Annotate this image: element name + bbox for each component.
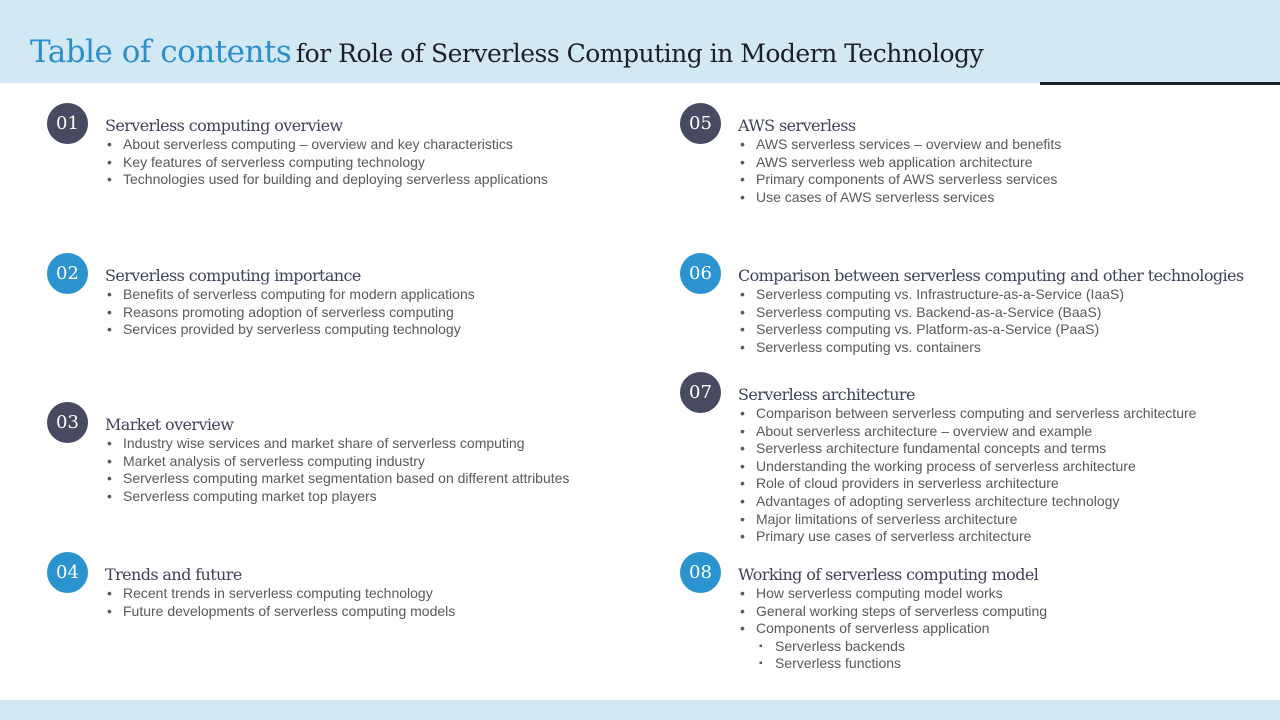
list-item: • Serverless computing vs. containers (738, 339, 1244, 357)
section-number-badge: 03 (47, 402, 88, 443)
toc-section-07 (689, 382, 1197, 546)
toc-section-05 (689, 113, 1062, 206)
section-items (738, 286, 1244, 356)
list-item: • Industry wise services and market share of serverless computing (105, 435, 569, 453)
title-highlight: Table of contents (30, 34, 292, 70)
section-heading: Serverless computing overview (105, 116, 343, 135)
section-heading: Trends and future (105, 565, 242, 584)
list-item: • Reasons promoting adoption of serverless computing (105, 304, 475, 322)
toc-section-03 (56, 412, 570, 505)
section-number-badge: 07 (680, 372, 721, 413)
page-title (30, 34, 983, 70)
section-number-badge: 05 (680, 103, 721, 144)
section-items (738, 405, 1196, 546)
list-item: • Advantages of adopting serverless architecture technology (738, 493, 1196, 511)
list-item: • Technologies used for building and deploying serverless applications (105, 171, 548, 189)
section-number-badge: 06 (680, 253, 721, 294)
list-item: • Components of serverless application (738, 620, 1047, 638)
list-item: • Services provided by serverless computing technology (105, 321, 475, 339)
section-items (105, 286, 475, 339)
section-items (105, 136, 548, 189)
list-item: • Key features of serverless computing technology (105, 154, 548, 172)
list-item: • About serverless computing – overview and key characteristics (105, 136, 548, 154)
list-item: • About serverless architecture – overview and example (738, 423, 1196, 441)
list-item: • Serverless computing market top players (105, 488, 569, 506)
list-item: • Understanding the working process of serverless architecture (738, 458, 1196, 476)
list-item: • General working steps of serverless computing (738, 603, 1047, 621)
section-items (105, 585, 455, 620)
section-heading: Serverless computing importance (105, 266, 361, 285)
section-number-badge: 01 (47, 103, 88, 144)
toc-section-04 (56, 562, 456, 620)
list-item: • Comparison between serverless computing and serverless architecture (738, 405, 1196, 423)
list-item: • Market analysis of serverless computing industry (105, 453, 569, 471)
list-item: • How serverless computing model works (738, 585, 1047, 603)
list-item: • Use cases of AWS serverless services (738, 189, 1061, 207)
list-item: • AWS serverless services – overview and benefits (738, 136, 1061, 154)
section-heading: Comparison between serverless computing and other technologies (738, 266, 1244, 285)
section-heading: Working of serverless computing model (738, 565, 1039, 584)
section-number-badge: 08 (680, 552, 721, 593)
list-item: • Future developments of serverless computing models (105, 603, 455, 621)
sub-list-item: ▪ Serverless backends (738, 638, 1047, 656)
list-item: • Primary components of AWS serverless services (738, 171, 1061, 189)
section-number-badge: 02 (47, 253, 88, 294)
section-heading: AWS serverless (738, 116, 856, 135)
sub-list-item: ▪ Serverless functions (738, 655, 1047, 673)
section-items (738, 136, 1061, 206)
list-item: • Serverless computing vs. Backend-as-a-Service (BaaS) (738, 304, 1244, 322)
toc-section-06 (689, 263, 1244, 356)
list-item: • Serverless computing vs. Infrastructure-as-a-Service (IaaS) (738, 286, 1244, 304)
section-items (738, 585, 1047, 673)
list-item: • Serverless computing vs. Platform-as-a-Service (PaaS) (738, 321, 1244, 339)
list-item: • AWS serverless web application architecture (738, 154, 1061, 172)
section-heading: Serverless architecture (738, 385, 915, 404)
toc-section-01 (56, 113, 548, 189)
list-item: • Role of cloud providers in serverless architecture (738, 475, 1196, 493)
title-rest: for Role of Serverless Computing in Modern Technology (295, 39, 984, 68)
footer-band (0, 700, 1280, 720)
list-item: • Recent trends in serverless computing technology (105, 585, 455, 603)
section-items (105, 435, 569, 505)
section-heading: Market overview (105, 415, 234, 434)
list-item: • Serverless computing market segmentation based on different attributes (105, 470, 569, 488)
list-item: • Serverless architecture fundamental concepts and terms (738, 440, 1196, 458)
list-item: • Primary use cases of serverless architecture (738, 528, 1196, 546)
toc-section-08 (689, 562, 1048, 673)
section-number-badge: 04 (47, 552, 88, 593)
toc-section-02 (56, 263, 475, 339)
list-item: • Benefits of serverless computing for modern applications (105, 286, 475, 304)
list-item: • Major limitations of serverless architecture (738, 511, 1196, 529)
title-underline (1040, 82, 1280, 85)
